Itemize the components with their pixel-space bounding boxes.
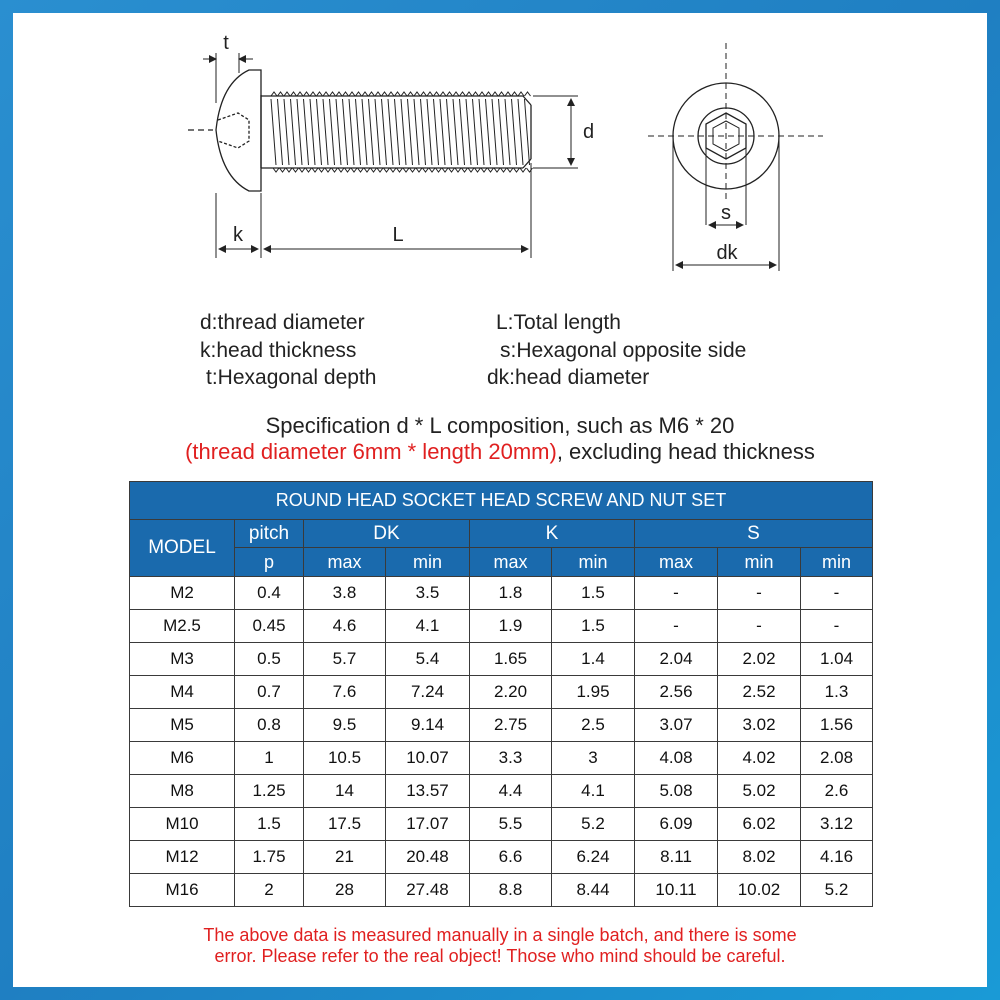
thread-line <box>479 99 484 165</box>
table-cell: 5.2 <box>552 808 635 841</box>
label-k: k <box>233 224 243 246</box>
table-cell: 7.6 <box>304 676 386 709</box>
table-cell: 13.57 <box>386 775 470 808</box>
spec-line-2-red: (thread diameter 6mm * length 20mm) <box>185 439 557 464</box>
table-cell: 1.25 <box>235 775 304 808</box>
thread-line <box>486 99 491 165</box>
table-row <box>130 775 873 808</box>
table-cell: M2 <box>130 577 235 610</box>
label-s: s <box>721 202 731 224</box>
table-cell: M12 <box>130 841 235 874</box>
table-cell: 2.75 <box>470 709 552 742</box>
table-cell: 10.02 <box>718 874 801 907</box>
table-title: ROUND HEAD SOCKET HEAD SCREW AND NUT SET <box>130 482 873 520</box>
header-s-max: max <box>635 548 718 577</box>
table-cell: M10 <box>130 808 235 841</box>
table-cell: - <box>801 610 873 643</box>
thread-line <box>336 99 341 165</box>
thread-line <box>512 99 517 165</box>
thread-line <box>434 99 439 165</box>
spec-line-1-text: Specification d * L composition, such as M6 * 20 <box>265 413 735 438</box>
table-cell: 1.95 <box>552 676 635 709</box>
thread-line <box>271 99 276 165</box>
label-L: L <box>392 224 404 246</box>
table-row <box>130 709 873 742</box>
thread-line <box>349 99 354 165</box>
table-row <box>130 610 873 643</box>
note-line-2: error. Please refer to the real object! Those who mind should be careful. <box>214 946 786 966</box>
disclaimer-note <box>13 925 987 967</box>
table-cell: 3.5 <box>386 577 470 610</box>
spec-card <box>13 13 987 987</box>
header-s: S <box>635 520 873 548</box>
thread-line <box>473 99 478 165</box>
table-cell: 6.24 <box>552 841 635 874</box>
table-cell: 2 <box>235 874 304 907</box>
table-cell: 2.20 <box>470 676 552 709</box>
table-cell: 27.48 <box>386 874 470 907</box>
table-cell: 5.08 <box>635 775 718 808</box>
thread-line <box>278 99 283 165</box>
table-body <box>130 577 873 907</box>
thread-line <box>518 99 523 165</box>
table-cell: 0.5 <box>235 643 304 676</box>
table-cell: 3.12 <box>801 808 873 841</box>
table-cell: M3 <box>130 643 235 676</box>
table-cell: 1.5 <box>552 610 635 643</box>
table-cell: 0.45 <box>235 610 304 643</box>
header-pitch: pitch <box>235 520 304 548</box>
side-view <box>188 53 578 258</box>
table-cell: 5.02 <box>718 775 801 808</box>
table-cell: - <box>635 610 718 643</box>
table-cell: 10.11 <box>635 874 718 907</box>
thread-line <box>525 99 530 165</box>
table-cell: 2.52 <box>718 676 801 709</box>
table-cell: 1.8 <box>470 577 552 610</box>
table-cell: 20.48 <box>386 841 470 874</box>
table-cell: 8.11 <box>635 841 718 874</box>
table-cell: 0.4 <box>235 577 304 610</box>
legend-t: t:Hexagonal depth <box>206 366 377 389</box>
table-cell: 4.08 <box>635 742 718 775</box>
table-cell: 2.08 <box>801 742 873 775</box>
table-cell: - <box>801 577 873 610</box>
table-row <box>130 808 873 841</box>
thread-line <box>421 99 426 165</box>
thread-line <box>297 99 302 165</box>
header-k-max: max <box>470 548 552 577</box>
table-cell: 1.3 <box>801 676 873 709</box>
header-dk-max: max <box>304 548 386 577</box>
thread-crest <box>527 168 533 172</box>
thread-line <box>284 99 289 165</box>
table-cell: 5.2 <box>801 874 873 907</box>
table-cell: - <box>718 577 801 610</box>
header-model: MODEL <box>130 520 235 577</box>
table-cell: M5 <box>130 709 235 742</box>
table-cell: 3 <box>552 742 635 775</box>
thread-line <box>414 99 419 165</box>
table-cell: M2.5 <box>130 610 235 643</box>
header-pitch-p: p <box>235 548 304 577</box>
table-cell: 21 <box>304 841 386 874</box>
table-cell: 9.14 <box>386 709 470 742</box>
table-cell: 4.1 <box>552 775 635 808</box>
thread-line <box>310 99 315 165</box>
table-cell: 3.07 <box>635 709 718 742</box>
table-cell: 1.9 <box>470 610 552 643</box>
table-cell: 5.7 <box>304 643 386 676</box>
thread-line <box>362 99 367 165</box>
table-cell: 1.5 <box>552 577 635 610</box>
table-cell: 17.07 <box>386 808 470 841</box>
table-cell: 3.8 <box>304 577 386 610</box>
table-cell: 4.4 <box>470 775 552 808</box>
header-t-min: min <box>801 548 873 577</box>
table-cell: 1.56 <box>801 709 873 742</box>
thread-line <box>323 99 328 165</box>
thread-line <box>505 99 510 165</box>
table-cell: 6.6 <box>470 841 552 874</box>
table-cell: 0.8 <box>235 709 304 742</box>
legend-k: k:head thickness <box>200 339 357 362</box>
table-cell: 10.07 <box>386 742 470 775</box>
thread-line <box>499 99 504 165</box>
table-cell: 3.02 <box>718 709 801 742</box>
table-cell: 6.09 <box>635 808 718 841</box>
table-cell: 4.6 <box>304 610 386 643</box>
table-cell: 1.04 <box>801 643 873 676</box>
table-cell: 6.02 <box>718 808 801 841</box>
table-cell: 8.44 <box>552 874 635 907</box>
table-cell: M6 <box>130 742 235 775</box>
thread-line <box>401 99 406 165</box>
legend-s: s:Hexagonal opposite side <box>500 339 747 362</box>
thread-line <box>304 99 309 165</box>
table-cell: 17.5 <box>304 808 386 841</box>
table-cell: M16 <box>130 874 235 907</box>
thread-line <box>369 99 374 165</box>
table-cell: 1.65 <box>470 643 552 676</box>
thread-line <box>343 99 348 165</box>
table-cell: 7.24 <box>386 676 470 709</box>
spec-line-1 <box>13 413 987 439</box>
screw-drawing <box>13 13 987 313</box>
table-cell: 10.5 <box>304 742 386 775</box>
table-cell: 9.5 <box>304 709 386 742</box>
thread-line <box>427 99 432 165</box>
header-k: K <box>470 520 635 548</box>
table-cell: 1 <box>235 742 304 775</box>
table-cell: 5.4 <box>386 643 470 676</box>
table-cell: 1.75 <box>235 841 304 874</box>
table-cell: 2.6 <box>801 775 873 808</box>
thread-line <box>388 99 393 165</box>
thread-line <box>447 99 452 165</box>
table-cell: 3.3 <box>470 742 552 775</box>
table-cell: 2.56 <box>635 676 718 709</box>
table-cell: 4.16 <box>801 841 873 874</box>
table-row <box>130 742 873 775</box>
thread-crest <box>525 92 531 96</box>
table-cell: 0.7 <box>235 676 304 709</box>
table-cell: 14 <box>304 775 386 808</box>
table-cell: 2.04 <box>635 643 718 676</box>
table-cell: 2.02 <box>718 643 801 676</box>
spec-line-2 <box>13 439 987 465</box>
label-t: t <box>223 32 229 54</box>
table-row <box>130 874 873 907</box>
legend-d: d:thread diameter <box>200 311 365 334</box>
spec-table: ROUND HEAD SOCKET HEAD SCREW AND NUT SET MODEL pitch DK K S T p max min max min max min min M2 0.4 3.8 3.5 1.8 1.5 - - - M2.5 0.45 4.6 4.1 1.9 1.5 - - - M3 0.5 5.7 5.4 1.65 1.4 2.04 2.02 1.04 M4 0.7 7.6 7.24 2.20 1.95 2.56 2.52 1.3 M5 0.8 9.5 9.14 2.75 2.5 3.07 3.02 1.56 M6 1 10.5 10.07 3.3 3 4.08 4.02 2.08 M8 1.25 14 13.57 4.4 4.1 5.08 5.02 2.6 M10 1.5 17.5 17.07 5.5 5.2 6.09 6.02 3.12 M12 1.75 21 20.48 6.6 6.24 8.11 8.02 4.16 M16 2 28 27.48 8.8 8.44 10.11 10.02 5.2 <box>129 481 873 907</box>
table-row <box>130 643 873 676</box>
thread-line <box>356 99 361 165</box>
table-cell: 2.5 <box>552 709 635 742</box>
header-k-min: min <box>552 548 635 577</box>
label-d: d <box>583 121 595 143</box>
table-row <box>130 676 873 709</box>
thread-line <box>395 99 400 165</box>
header-s-min: min <box>718 548 801 577</box>
note-line-1: The above data is measured manually in a single batch, and there is some <box>203 925 797 945</box>
thread-line <box>330 99 335 165</box>
thread-line <box>382 99 387 165</box>
table-cell: 28 <box>304 874 386 907</box>
table-cell: 4.02 <box>718 742 801 775</box>
table-cell: 5.5 <box>470 808 552 841</box>
table-cell: 8.02 <box>718 841 801 874</box>
table-row <box>130 577 873 610</box>
label-dk: dk <box>716 242 738 264</box>
thread-line <box>440 99 445 165</box>
legend-L: L:Total length <box>496 311 621 334</box>
thread-line <box>466 99 471 165</box>
table-cell: 8.8 <box>470 874 552 907</box>
thread-line <box>375 99 380 165</box>
thread-line <box>291 99 296 165</box>
table-row <box>130 841 873 874</box>
legend-dk: dk:head diameter <box>487 366 650 389</box>
table-cell: 1.4 <box>552 643 635 676</box>
thread-line <box>492 99 497 165</box>
thread-line <box>408 99 413 165</box>
spec-line-2-rest: , excluding head thickness <box>556 439 815 464</box>
table-cell: - <box>635 577 718 610</box>
table-cell: M4 <box>130 676 235 709</box>
table-cell: M8 <box>130 775 235 808</box>
header-dk: DK <box>304 520 470 548</box>
header-dk-min: min <box>386 548 470 577</box>
thread-line <box>460 99 465 165</box>
table-cell: - <box>718 610 801 643</box>
table-cell: 1.5 <box>235 808 304 841</box>
thread-line <box>317 99 322 165</box>
end-view <box>648 43 823 271</box>
thread-line <box>453 99 458 165</box>
table-cell: 4.1 <box>386 610 470 643</box>
